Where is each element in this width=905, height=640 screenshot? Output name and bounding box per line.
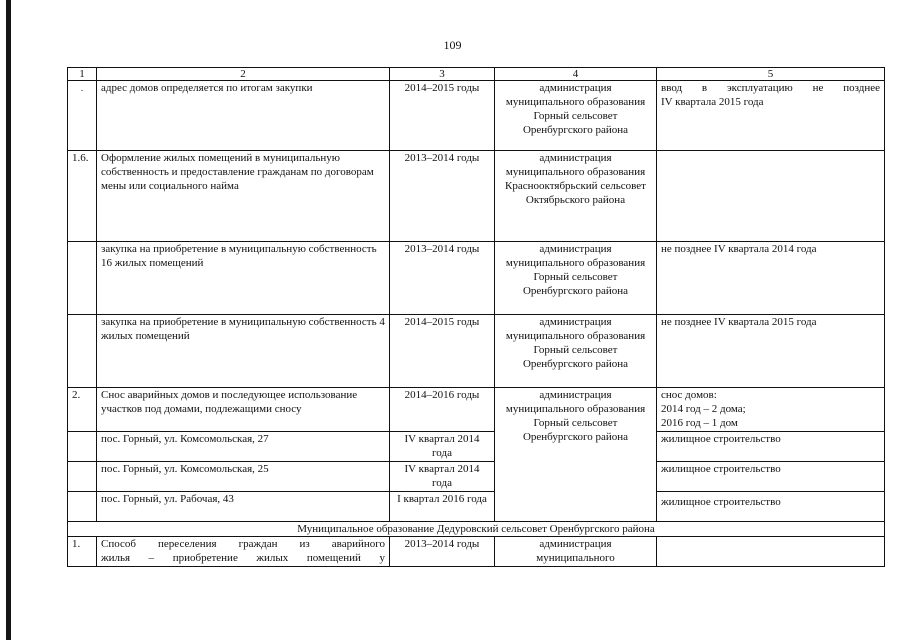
row-number bbox=[68, 432, 97, 462]
activity-line: жилья – приобретение жилых помещений у bbox=[101, 552, 385, 564]
activity-cell: адрес домов определяется по итогам закупки bbox=[97, 81, 390, 151]
row-number: . bbox=[68, 81, 97, 151]
period-cell: 2014–2016 годы bbox=[390, 388, 495, 432]
result-line: ввод в эксплуатацию не позднее bbox=[661, 82, 880, 94]
activity-cell: Снос аварийных домов и последующее использование участков под домами, подлежащими сносу bbox=[97, 388, 390, 432]
result-cell bbox=[657, 151, 885, 242]
table-row bbox=[68, 81, 885, 151]
row-number bbox=[68, 462, 97, 492]
row-number: 1.6. bbox=[68, 151, 97, 242]
page-number: 109 bbox=[443, 38, 462, 52]
result-cell: не позднее IV квартала 2015 года bbox=[657, 315, 885, 388]
program-table bbox=[67, 67, 885, 567]
executor-cell: администрация муниципального образования Горный сельсовет Оренбургского района bbox=[495, 388, 657, 522]
table-row bbox=[68, 388, 885, 432]
row-number: 2. bbox=[68, 388, 97, 432]
result-line: 2014 год – 2 дома; bbox=[661, 403, 746, 415]
executor-cell: администрация муниципального образования Горный сельсовет Оренбургского района bbox=[495, 81, 657, 151]
executor-cell: администрация муниципального образования Краснооктябрьский сельсовет Октябрьского района bbox=[495, 151, 657, 242]
period-cell: 2013–2014 годы bbox=[390, 242, 495, 315]
row-number bbox=[68, 492, 97, 522]
period-cell: IV квартал 2014 года bbox=[390, 432, 495, 462]
scan-edge-shadow bbox=[6, 0, 11, 640]
activity-cell: пос. Горный, ул. Рабочая, 43 bbox=[97, 492, 390, 522]
table-row bbox=[68, 492, 885, 522]
period-cell: 2014–2015 годы bbox=[390, 315, 495, 388]
result-line: снос домов: bbox=[661, 389, 717, 401]
result-cell bbox=[657, 81, 885, 151]
executor-cell: администрация муниципального образования Горный сельсовет Оренбургского района bbox=[495, 242, 657, 315]
row-number bbox=[68, 242, 97, 315]
result-cell: не позднее IV квартала 2014 года bbox=[657, 242, 885, 315]
result-cell bbox=[657, 492, 885, 522]
table-row bbox=[68, 432, 885, 462]
activity-cell: закупка на приобретение в муниципальную собственность 4 жилых помещений bbox=[97, 315, 390, 388]
result-cell bbox=[657, 537, 885, 567]
header-row bbox=[68, 68, 885, 81]
table-row bbox=[68, 315, 885, 388]
table-row bbox=[68, 537, 885, 567]
table-row bbox=[68, 242, 885, 315]
activity-cell: пос. Горный, ул. Комсомольская, 25 bbox=[97, 462, 390, 492]
activity-cell: Оформление жилых помещений в муниципальную собственность и предоставление гражданам по договорам мены или социального найма bbox=[97, 151, 390, 242]
result-cell bbox=[657, 388, 885, 432]
result-text: жилищное строительство bbox=[661, 496, 781, 508]
table-row bbox=[68, 462, 885, 492]
period-cell: 2013–2014 годы bbox=[390, 151, 495, 242]
result-cell: жилищное строительство bbox=[657, 432, 885, 462]
period-cell: IV квартал 2014 года bbox=[390, 462, 495, 492]
section-row bbox=[68, 522, 885, 537]
result-line: IV квартала 2015 года bbox=[661, 96, 764, 108]
period-cell: 2013–2014 годы bbox=[390, 537, 495, 567]
activity-cell: закупка на приобретение в муниципальную собственность 16 жилых помещений bbox=[97, 242, 390, 315]
header-col-1: 1 bbox=[68, 68, 97, 81]
executor-cell: администрация муниципального образования Горный сельсовет Оренбургского района bbox=[495, 315, 657, 388]
section-title: Муниципальное образование Дедуровский сельсовет Оренбургского района bbox=[68, 522, 885, 537]
activity-line: Способ переселения граждан из аварийного bbox=[101, 538, 385, 550]
result-line: 2016 год – 1 дом bbox=[661, 417, 738, 429]
activity-cell bbox=[97, 537, 390, 567]
row-number: 1. bbox=[68, 537, 97, 567]
activity-cell: пос. Горный, ул. Комсомольская, 27 bbox=[97, 432, 390, 462]
header-col-5: 5 bbox=[657, 68, 885, 81]
header-col-4: 4 bbox=[495, 68, 657, 81]
period-cell: 2014–2015 годы bbox=[390, 81, 495, 151]
table-row bbox=[68, 151, 885, 242]
header-col-3: 3 bbox=[390, 68, 495, 81]
header-col-2: 2 bbox=[97, 68, 390, 81]
row-number bbox=[68, 315, 97, 388]
period-cell: I квартал 2016 года bbox=[390, 492, 495, 522]
result-cell: жилищное строительство bbox=[657, 462, 885, 492]
executor-cell: администрация муниципального bbox=[495, 537, 657, 567]
